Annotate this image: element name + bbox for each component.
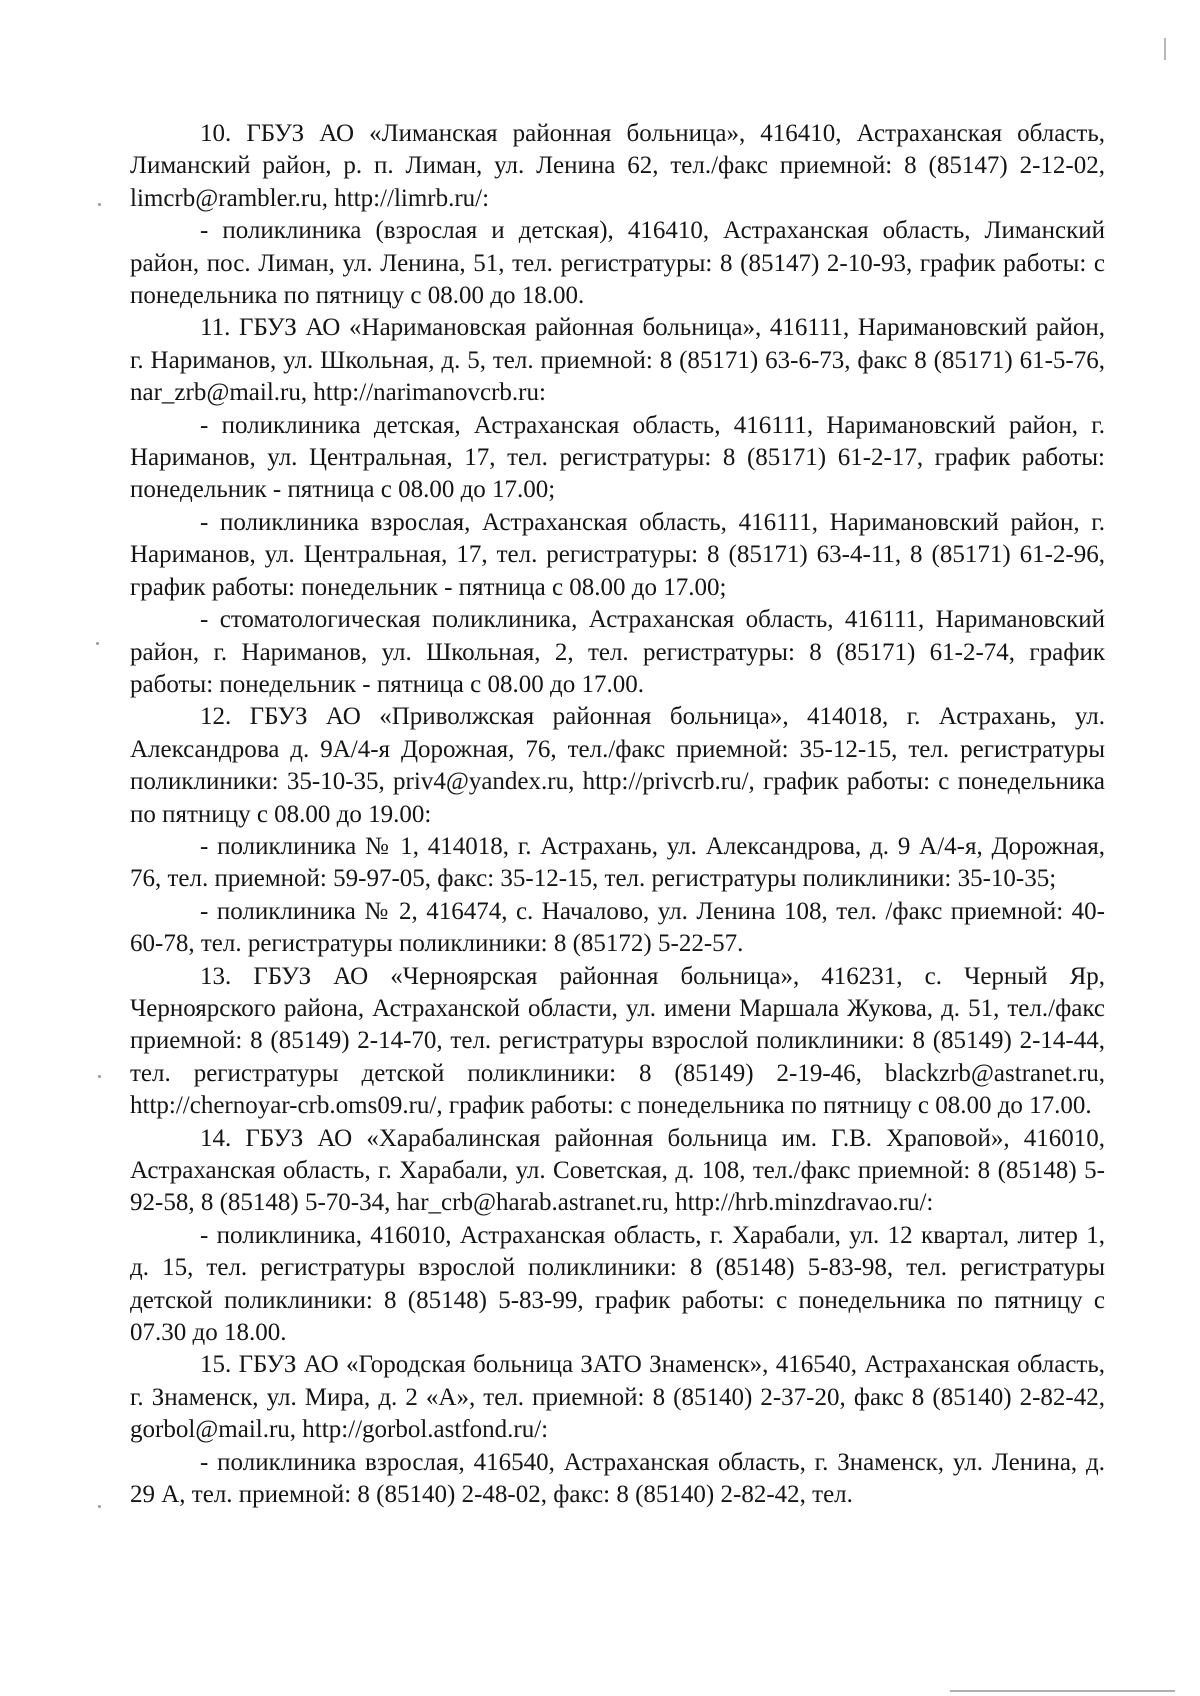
paragraph-subitem: - поликлиника детская, Астраханская область, 416111, Наримановский район, г. Нариманов, ул. Центральная, 17, тел. регистратуры: 8 (85171) 61-2-17, график работы: понедельник - пятница с 08.00 до 17.00; (130, 411, 1105, 504)
paragraph-item-13: 13. ГБУЗ АО «Черноярская районная больница», 416231, с. Черный Яр, Черноярского района, Астраханской области, ул. имени Маршала Жукова, д. 51, тел./факс приемной: 8 (85149) 2-14-70, тел. регистратуры взрослой поликлиники: 8 (85149) 2-14-44, тел. регистратуры детской поликлиники: 8 (85149) 2-19-46, blackzrb@astranet.ru, http://chernoyar-crb.oms09.ru/, график работы: с понедельника по пятницу с 08.00 до 17.00. (130, 962, 1105, 1120)
paragraph-subitem: - поликлиника (взрослая и детская), 416410, Астраханская область, Лиманский район, пос. Лиман, ул. Ленина, 51, тел. регистратуры: 8 (85147) 2-10-93, график работы: с понедельника по пятницу с 08.00 до 18.00. (130, 217, 1105, 310)
paragraph-subitem: - поликлиника № 1, 414018, г. Астрахань, ул. Александрова, д. 9 А/4-я, Дорожная, 76, тел. приемной: 59-97-05, факс: 35-12-15, тел. регистратуры поликлиники: 35-10-35; (130, 832, 1105, 893)
paragraph-item-15: 15. ГБУЗ АО «Городская больница ЗАТО Знаменск», 416540, Астраханская область, г. Знаменск, ул. Мира, д. 2 «А», тел. приемной: 8 (85140) 2-37-20, факс 8 (85140) 2-82-42, gorbol@mail.ru, http://gorbol.astfond.ru/: (130, 1351, 1105, 1444)
paragraph-subitem: - поликлиника № 2, 416474, с. Началово, ул. Ленина 108, тел. /факс приемной: 40-60-78, тел. регистратуры поликлиники: 8 (85172) 5-22-57. (130, 897, 1105, 958)
document-body (130, 118, 1105, 1511)
punch-hole-speck (96, 642, 99, 645)
paragraph-item-12: 12. ГБУЗ АО «Приволжская районная больница», 414018, г. Астрахань, ул. Александрова д. 9А/4-я Дорожная, 76, тел./факс приемной: 35-12-15, тел. регистратуры поликлиники: 35-10-35, priv4@yandex.ru, http://privcrb.ru/, график работы: с понедельника по пятницу с 08.00 до 19.00: (130, 703, 1105, 828)
paragraph-item-10: 10. ГБУЗ АО «Лиманская районная больница», 416410, Астраханская область, Лиманский район, р. п. Лиман, ул. Ленина 62, тел./факс приемной: 8 (85147) 2-12-02, limcrb@rambler.ru, http://limrb.ru/: (130, 120, 1105, 212)
paragraph-item-11: 11. ГБУЗ АО «Наримановская районная больница», 416111, Наримановский район, г. Нариманов, ул. Школьная, д. 5, тел. приемной: 8 (85171) 63-6-73, факс 8 (85171) 61-5-76, nar_zrb@mail.ru, http://narimanovcrb.ru: (130, 314, 1105, 407)
scan-edge-mark (1164, 38, 1166, 60)
paragraph-subitem: - стоматологическая поликлиника, Астраханская область, 416111, Наримановский район, г. Нариманов, ул. Школьная, 2, тел. регистратуры: 8 (85171) 61-2-74, график работы: понедельник - пятница с 08.00 до 17.00. (130, 606, 1105, 698)
punch-hole-speck (98, 1075, 101, 1078)
scan-bottom-rule (950, 1690, 1175, 1692)
paragraph-subitem: - поликлиника взрослая, 416540, Астраханская область, г. Знаменск, ул. Ленина, д. 29 А, тел. приемной: 8 (85140) 2-48-02, факс: 8 (85140) 2-82-42, тел. (130, 1448, 1105, 1509)
paragraph-item-14: 14. ГБУЗ АО «Харабалинская районная больница им. Г.В. Храповой», 416010, Астраханская область, г. Харабали, ул. Советская, д. 108, тел./факс приемной: 8 (85148) 5-92-58, 8 (85148) 5-70-34, har_crb@harab.astranet.ru, http://hrb.minzdravao.ru/: (130, 1124, 1105, 1217)
punch-hole-speck (98, 1505, 101, 1508)
punch-hole-speck (98, 203, 101, 206)
paragraph-subitem: - поликлиника, 416010, Астраханская область, г. Харабали, ул. 12 квартал, литер 1, д. 15, тел. регистратуры взрослой поликлиники: 8 (85148) 5-83-98, тел. регистратуры детской поликлиники: 8 (85148) 5-83-99, график работы: с понедельника по пятницу с 07.30 до 18.00. (130, 1221, 1105, 1347)
paragraph-subitem: - поликлиника взрослая, Астраханская область, 416111, Наримановский район, г. Нариманов, ул. Центральная, 17, тел. регистратуры: 8 (85171) 63-4-11, 8 (85171) 61-2-96, график работы: понедельник - пятница с 08.00 до 17.00; (130, 508, 1105, 601)
